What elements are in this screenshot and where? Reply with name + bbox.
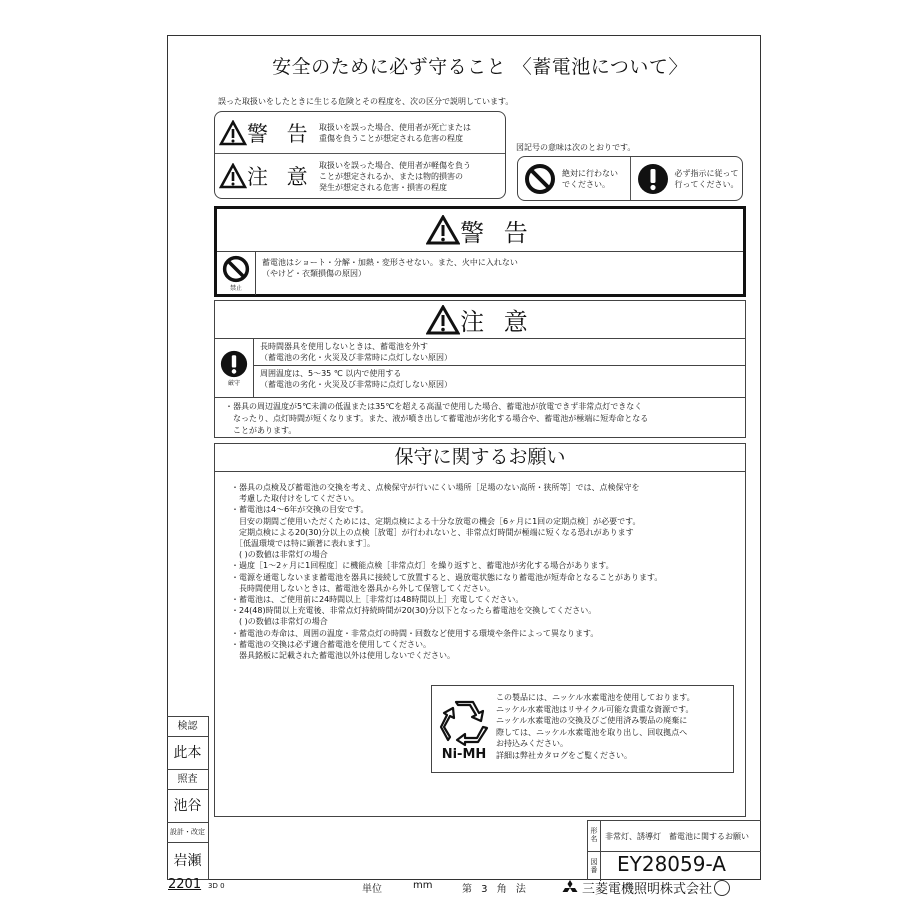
stamp-label: 検認	[167, 717, 208, 737]
desc-line: ことが想定されるか、または物的損害の	[319, 171, 463, 181]
caution-items	[254, 339, 745, 397]
list-item: ・蓄電池は、ご使用前に24時間以上［非常灯は48時間以上］充電してください。	[231, 595, 524, 605]
text-line: この製品には、ニッケル水素電池を使用しております。	[496, 693, 695, 702]
approval-stamps	[167, 716, 209, 880]
text-line: 蓄電池はショート・分解・加熱・変形させない。また、火中に入れない	[262, 258, 518, 267]
revision-number: 2201	[168, 877, 202, 892]
list-item: ・過度［1～2ヶ月に1回程度］に機能点検［非常点灯］を繰り返すと、蓄電池が劣化する場合があります。	[231, 561, 614, 571]
list-item: 目安の期間ご使用いただくためには、定期点検による十分な放電の機会［6ヶ月に1回の定期点検］が必要です。	[231, 516, 641, 526]
text-line: （蓄電池の劣化・火災及び非常時に点灯しない原因）	[260, 353, 452, 362]
circle-mark-icon	[714, 880, 730, 896]
text-line: ことがあります。	[233, 426, 297, 435]
caution-rows	[215, 339, 745, 398]
symbol-prohibited	[518, 157, 630, 200]
mandatory-icon-cell	[215, 339, 254, 397]
legend-warning-text: 警 告	[247, 121, 314, 146]
prohibited-icon	[524, 163, 556, 195]
company-name: 三菱電機照明株式会社	[582, 882, 713, 897]
warning-row	[217, 252, 743, 295]
list-item: ( )の数値は非常灯の場合	[231, 550, 328, 560]
drawing-key: 図番	[588, 852, 601, 881]
revision-code: 3D 0	[208, 882, 225, 890]
list-item: 長時間使用しないときは、蓄電池を器具から外して保管してください。	[231, 583, 495, 593]
mandatory-icon	[637, 163, 669, 195]
recycle-logo	[432, 686, 496, 772]
mitsubishi-logo-icon	[560, 880, 580, 896]
list-item: ( )の数値は非常灯の場合	[231, 617, 328, 627]
caution-item	[254, 339, 745, 366]
legend-caution-desc	[319, 160, 471, 193]
warning-triangle-icon	[219, 163, 247, 189]
unit-value: mm	[413, 880, 433, 891]
desc-line: 取扱いを誤った場合、使用者が死亡または	[319, 122, 471, 132]
text-line: 周囲温度は、5～35 ℃ 以内で使用する	[260, 369, 402, 378]
recycle-icon	[439, 697, 489, 747]
stamp-name: 此本	[167, 737, 208, 770]
prohibited-icon	[222, 255, 250, 283]
symbol-text: 必ず指示に従って	[674, 168, 739, 178]
caution-panel	[214, 300, 746, 438]
stamp-name: 岩瀬	[173, 853, 202, 869]
desc-line: 発生が想定される危害・損害の程度	[319, 182, 447, 192]
legend-caution-row	[215, 153, 505, 199]
list-item: ・蓄電池の交換は必ず適合蓄電池を使用してください。	[231, 639, 431, 649]
stamp-label: 設計・改定	[167, 823, 208, 843]
warning-triangle-icon	[426, 305, 460, 335]
icon-caption: 厳守	[227, 379, 240, 387]
legend-warning-desc	[319, 122, 471, 144]
symbol-caption: 図記号の意味は次のとおりです。	[516, 143, 636, 152]
list-item: ・24(48)時間以上充電後、非常点灯持続時間が20(30)分以下となったら蓄電池を交換してください。	[231, 606, 597, 616]
list-item: 器具銘板に記載された蓄電池以外は使用しないでください。	[231, 651, 455, 661]
text-line: 際しては、ニッケル水素電池を取り出し、回収拠点へ	[496, 727, 688, 737]
list-item: 考慮した取付けをしてください。	[231, 494, 359, 504]
list-item: ・蓄電池の寿命は、周囲の温度・非常点灯の時間・回数など使用する環境や条件によって異なります。	[231, 628, 599, 638]
recycle-notice	[431, 685, 734, 773]
text-line: （蓄電池の劣化・火災及び非常時に点灯しない原因）	[260, 380, 452, 389]
stamp-name: 池谷	[167, 790, 208, 823]
list-item: ・器具の点検及び蓄電池の交換を考え、点検保守が行いにくい場所［足場のない高所・狭所等］では、点検保守を	[231, 483, 640, 492]
desc-line: 取扱いを誤った場合、使用者が軽傷を負う	[319, 160, 471, 170]
legend-warning-label	[215, 118, 319, 148]
intro-text: 誤った取扱いをしたときに生じる危険とその程度を、次の区分で説明しています。	[218, 97, 514, 106]
text-line: ニッケル水素電池の交換及びご使用済み製品の廃棄に	[496, 716, 688, 725]
title-block	[587, 820, 761, 880]
nimh-label: Ni-MH	[441, 746, 487, 762]
caution-note	[215, 398, 745, 440]
symbol-text: でください。	[562, 179, 610, 189]
list-item: ・蓄電池は4～6年が交換の目安です。	[231, 505, 369, 515]
warning-heading-text: 警 告	[460, 218, 534, 247]
desc-line: 重傷を負うことが想定される危害の程度	[319, 133, 463, 143]
maintenance-heading: 保守に関するお願い	[215, 444, 745, 472]
caution-item	[254, 366, 745, 392]
caution-heading-text: 注 意	[460, 308, 534, 336]
caution-heading	[215, 301, 745, 339]
legend-caution-label	[215, 161, 319, 191]
maintenance-list	[215, 472, 745, 661]
projection-method: 第 3 角 法	[462, 884, 529, 895]
legend-warning-row	[215, 112, 505, 154]
warning-text	[256, 252, 524, 295]
text-line: ・器具の周辺温度が5℃未満の低温または35℃を超える高温で使用した場合、蓄電池が放電できず非常点灯できなく	[225, 402, 643, 411]
symbol-text: 行ってください。	[674, 179, 739, 189]
warning-heading	[217, 209, 743, 252]
title-block-drawing-row	[588, 852, 761, 881]
symbol-mandatory	[630, 157, 743, 200]
text-line: ニッケル水素電池はリサイクル可能な貴重な資源です。	[496, 704, 694, 714]
warning-triangle-icon	[219, 120, 247, 146]
icon-caption: 禁止	[229, 285, 242, 292]
text-line: 長時間器具を使用しないときは、蓄電池を外す	[260, 342, 428, 351]
text-line: 詳細は弊社カタログをご覧ください。	[496, 750, 632, 760]
symbol-text: 絶対に行わない	[562, 168, 618, 178]
mandatory-icon	[220, 350, 248, 378]
name-key: 形名	[588, 821, 601, 851]
drawing-number: EY28059-A	[617, 852, 726, 876]
text-line: お持込みください。	[496, 739, 568, 748]
product-name: 非常灯、誘導灯 蓄電池に関するお願い	[605, 831, 749, 841]
list-item: 定期点検による20(30)分以上の点検［放電］が行われないと、非常点灯時間が極端に短くなる恐れがあります	[231, 527, 634, 537]
recycle-text	[496, 686, 695, 772]
title-block-name-row	[588, 821, 761, 852]
stamp-label: 照査	[167, 770, 208, 790]
document-title: 安全のために必ず守ること 〈蓄電池について〉	[272, 56, 688, 78]
list-item: ・電源を通電しないまま蓄電池を器具に接続して放置すると、過放電状態になり蓄電池が短寿命となることがあります。	[231, 572, 663, 582]
text-line: なったり、点灯時間が短くなります。また、液が噴き出して蓄電池が劣化する場合や、蓄電池が極端に短寿命となる	[233, 414, 649, 423]
warning-triangle-icon	[426, 215, 460, 245]
unit-label: 単位	[362, 884, 382, 895]
symbol-legend	[517, 156, 743, 201]
signal-word-legend	[214, 111, 506, 199]
legend-caution-text: 注 意	[247, 165, 314, 189]
company-mark	[560, 878, 730, 897]
warning-panel	[214, 206, 746, 297]
list-item: ［低温環境では特に顕著に表れます］。	[231, 539, 375, 549]
text-line: （やけど・衣類損傷の原因）	[262, 269, 366, 278]
prohibited-icon-cell	[217, 252, 256, 295]
